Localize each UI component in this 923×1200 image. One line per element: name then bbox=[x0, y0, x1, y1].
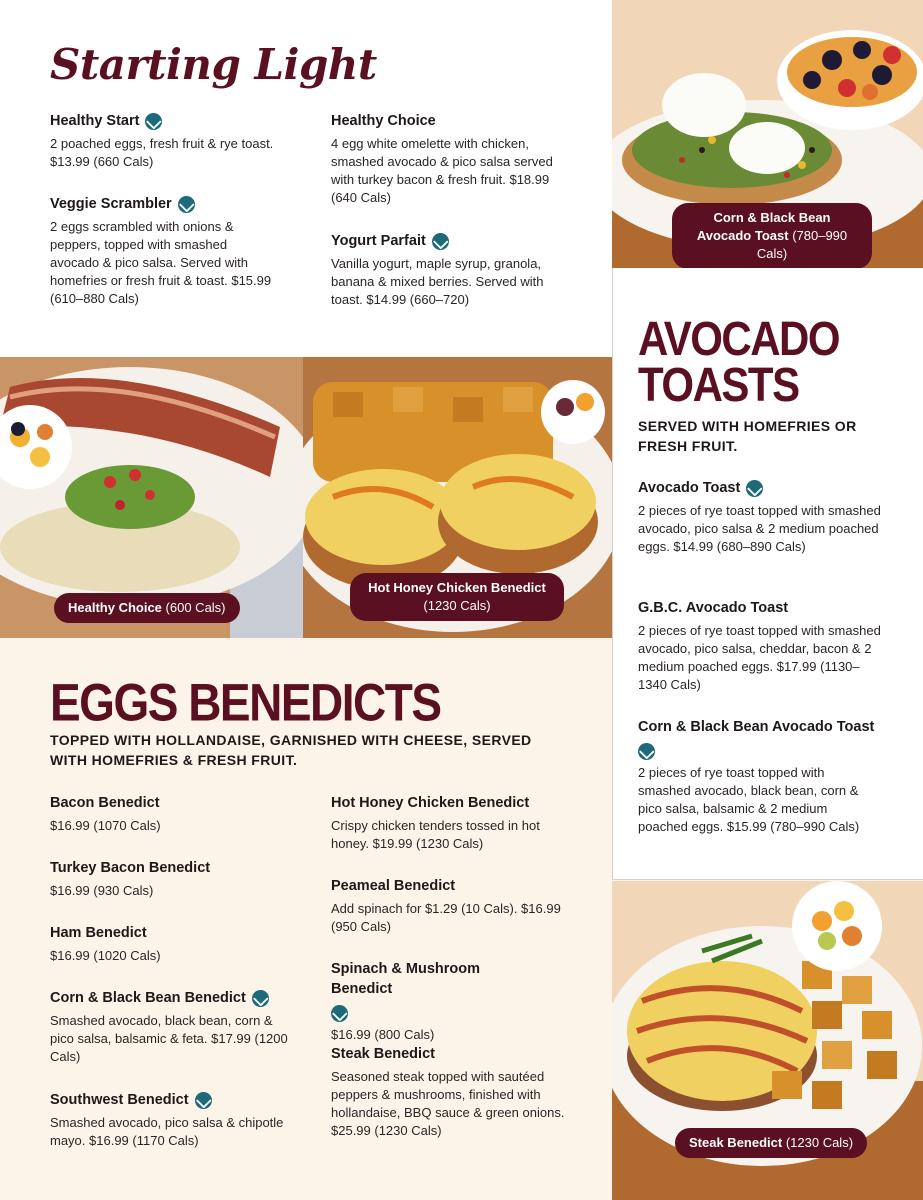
starting-light-title: Starting Light bbox=[50, 40, 377, 89]
title-line: AVOCADO bbox=[638, 311, 840, 366]
item-description: Crispy chicken tenders tossed in hot honey. $19.99 (1230 Cals) bbox=[331, 818, 540, 851]
avocado-toasts-subhead: SERVED WITH HOMEFRIES OR FRESH FRUIT. bbox=[638, 418, 857, 454]
vegetarian-icon bbox=[178, 196, 195, 213]
menu-item-spinach-mushroom-benedict bbox=[331, 959, 501, 1044]
vegetarian-icon bbox=[195, 1092, 212, 1109]
menu-item-hot-honey-chicken-benedict bbox=[331, 793, 571, 853]
title-line: TOASTS bbox=[638, 357, 799, 412]
avocado-toasts-section bbox=[612, 268, 923, 880]
item-description: Smashed avocado, black bean, corn & pico salsa, balsamic & feta. $17.99 (1200 Cals) bbox=[50, 1013, 288, 1064]
item-name: G.B.C. Avocado Toast bbox=[638, 600, 789, 616]
item-description: $16.99 (1070 Cals) bbox=[50, 818, 161, 833]
vegetarian-icon bbox=[145, 113, 162, 130]
vegetarian-icon bbox=[638, 743, 655, 760]
eggs-benedicts-subhead: TOPPED WITH HOLLANDAISE, GARNISHED WITH CHEESE, SERVED WITH HOMEFRIES & FRESH FRUIT. bbox=[50, 732, 532, 768]
vegetarian-icon bbox=[252, 990, 269, 1007]
menu-item-veggie-scrambler bbox=[50, 194, 272, 308]
photo-caption bbox=[54, 593, 240, 623]
item-description: 2 pieces of rye toast topped with smashed avocado, pico salsa, cheddar, bacon & 2 medium poached eggs. $17.99 (1130–1340 Cals) bbox=[638, 623, 881, 692]
item-name: Corn & Black Bean Benedict bbox=[50, 990, 246, 1006]
starting-light-section bbox=[0, 0, 612, 357]
item-name: Yogurt Parfait bbox=[331, 233, 426, 249]
photo-steak-benedict bbox=[612, 881, 923, 1200]
item-description: $16.99 (800 Cals) bbox=[331, 1027, 435, 1042]
menu-item-yogurt-parfait bbox=[331, 231, 571, 309]
photo-corn-black-bean-avocado-toast bbox=[612, 0, 923, 268]
item-description: $16.99 (930 Cals) bbox=[50, 883, 154, 898]
item-name: Avocado Toast bbox=[638, 480, 741, 496]
item-description: 4 egg white omelette with chicken, smashed avocado & pico salsa served with turkey bacon & fresh fruit. $18.99 (640 Cals) bbox=[331, 136, 553, 205]
menu-item-healthy-choice bbox=[331, 111, 571, 207]
item-description: 2 pieces of rye toast topped with smashed avocado, black bean, corn & pico salsa, balsamic & 2 medium poached eggs. $15.99 (780–990 Cals) bbox=[638, 765, 860, 834]
item-description: $16.99 (1020 Cals) bbox=[50, 948, 161, 963]
menu-item-corn-black-bean-avocado-toast bbox=[638, 717, 878, 836]
item-name: Healthy Choice bbox=[331, 113, 436, 129]
caption-cals: (780–990 Cals) bbox=[756, 228, 848, 261]
menu-item-steak-benedict bbox=[331, 1044, 571, 1140]
photo-caption bbox=[350, 573, 564, 621]
photo-caption bbox=[672, 203, 872, 268]
menu-item-gbc-avocado-toast bbox=[638, 598, 888, 694]
caption-name: Corn & Black Bean Avocado Toast bbox=[696, 210, 831, 243]
menu-item-bacon-benedict bbox=[50, 793, 300, 835]
item-description: 2 pieces of rye toast topped with smashed avocado, pico salsa & 2 medium poached eggs. $14.99 (680–890 Cals) bbox=[638, 503, 881, 554]
item-description: 2 eggs scrambled with onions & peppers, topped with smashed avocado & pico salsa. Served with homefries or fresh fruit & toast. $15.99 (610–880 Cals) bbox=[50, 219, 272, 306]
caption-name: Steak Benedict bbox=[689, 1135, 783, 1150]
photo-caption bbox=[675, 1128, 867, 1158]
caption-name: Healthy Choice bbox=[68, 600, 162, 615]
menu-item-healthy-start bbox=[50, 111, 300, 171]
item-description: Vanilla yogurt, maple syrup, granola, banana & mixed berries. Served with toast. $14.99 (660–720) bbox=[331, 256, 544, 307]
item-name: Turkey Bacon Benedict bbox=[50, 860, 211, 876]
photo-hot-honey-chicken-benedict bbox=[303, 357, 612, 638]
item-name: Ham Benedict bbox=[50, 925, 147, 941]
item-name: Hot Honey Chicken Benedict bbox=[331, 795, 530, 811]
item-description: Add spinach for $1.29 (10 Cals). $16.99 (950 Cals) bbox=[331, 901, 561, 934]
photo-healthy-choice bbox=[0, 357, 303, 638]
menu-item-peameal-benedict bbox=[331, 876, 571, 936]
item-description: 2 poached eggs, fresh fruit & rye toast. $13.99 (660 Cals) bbox=[50, 136, 274, 169]
item-name: Healthy Start bbox=[50, 113, 140, 129]
vegetarian-icon bbox=[432, 233, 449, 250]
item-name: Veggie Scrambler bbox=[50, 196, 172, 212]
item-name: Southwest Benedict bbox=[50, 1092, 189, 1108]
item-description: Seasoned steak topped with sautéed peppers & mushrooms, finished with hollandaise, BBQ sauce & green onions. $25.99 (1230 Cals) bbox=[331, 1069, 565, 1138]
vegetarian-icon bbox=[331, 1005, 348, 1022]
menu-item-southwest-benedict bbox=[50, 1090, 300, 1150]
item-name: Bacon Benedict bbox=[50, 795, 160, 811]
avocado-toasts-title bbox=[638, 311, 840, 412]
eggs-benedicts-title: EGGS BENEDICTS bbox=[50, 672, 441, 733]
menu-item-turkey-bacon-benedict bbox=[50, 858, 300, 900]
caption-cals: (1230 Cals) bbox=[785, 1135, 854, 1150]
vegetarian-icon bbox=[746, 480, 763, 497]
item-description: Smashed avocado, pico salsa & chipotle mayo. $16.99 (1170 Cals) bbox=[50, 1115, 284, 1148]
item-name: Peameal Benedict bbox=[331, 878, 456, 894]
item-name: Spinach & Mushroom Benedict bbox=[331, 961, 481, 997]
menu-item-avocado-toast bbox=[638, 478, 888, 556]
menu-item-corn-black-bean-benedict bbox=[50, 988, 295, 1066]
item-name: Steak Benedict bbox=[331, 1046, 435, 1062]
caption-cals: (1230 Cals) bbox=[423, 598, 491, 613]
eggs-benedicts-section bbox=[0, 638, 612, 1200]
caption-cals: (600 Cals) bbox=[165, 600, 226, 615]
menu-item-ham-benedict bbox=[50, 923, 300, 965]
caption-name: Hot Honey Chicken Benedict bbox=[368, 580, 546, 595]
item-name: Corn & Black Bean Avocado Toast bbox=[638, 719, 875, 735]
